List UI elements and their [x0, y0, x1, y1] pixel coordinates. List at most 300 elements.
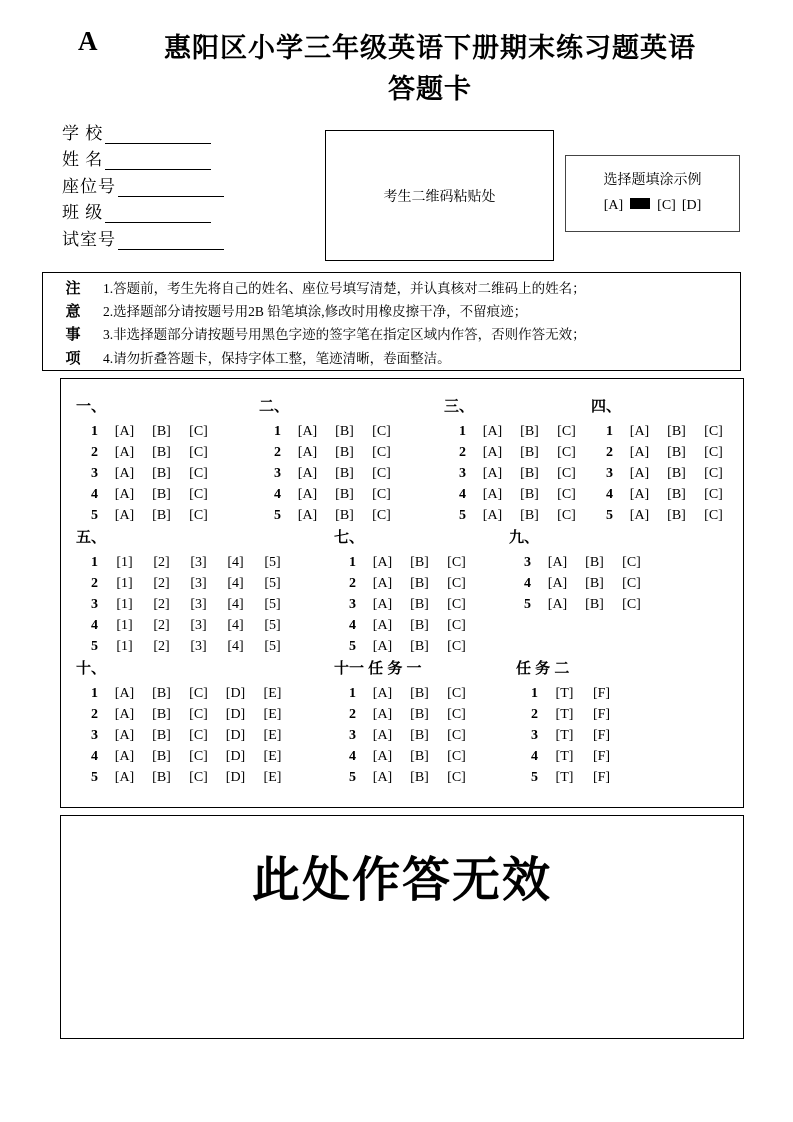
question-row [591, 505, 732, 526]
answer-option[interactable]: [C] [189, 706, 208, 722]
answer-option[interactable]: [B] [152, 706, 171, 722]
answer-option[interactable]: [C] [704, 486, 723, 502]
question-row [76, 746, 291, 767]
question-row [76, 505, 217, 526]
answer-option[interactable]: [5] [264, 617, 281, 633]
question-number: 4 [606, 486, 613, 502]
answer-option[interactable]: [C] [189, 748, 208, 764]
answer-option[interactable]: [B] [410, 748, 429, 764]
question-number: 1 [606, 423, 613, 439]
answer-option[interactable]: [B] [410, 554, 429, 570]
question-number: 1 [531, 685, 538, 701]
answer-option[interactable]: [A] [114, 486, 135, 502]
question-row [259, 484, 400, 505]
answer-option[interactable]: [F] [592, 769, 611, 785]
question-row [76, 704, 291, 725]
answer-option[interactable]: [C] [557, 507, 576, 523]
answer-option[interactable]: [1] [116, 554, 133, 570]
answer-option[interactable]: [B] [585, 554, 604, 570]
question-number: 4 [349, 617, 356, 633]
question-row [76, 767, 291, 788]
field-blank-line[interactable] [118, 232, 224, 250]
example-option: [C] [657, 198, 676, 213]
answer-section [509, 526, 650, 615]
answer-option[interactable]: [A] [629, 465, 650, 481]
answer-section [76, 526, 291, 657]
answer-option[interactable]: [5] [264, 638, 281, 654]
answer-option[interactable]: [A] [297, 507, 318, 523]
question-row [516, 683, 620, 704]
answer-option[interactable]: [1] [116, 596, 133, 612]
section-title: 七、 [334, 529, 365, 546]
answer-option[interactable]: [A] [297, 423, 318, 439]
question-row [591, 421, 732, 442]
question-row [444, 505, 585, 526]
notice-item: 3.非选择题部分请按题号用黑色字迹的签字笔在指定区域内作答，否则作答无效； [103, 327, 586, 343]
answer-option[interactable]: [A] [114, 727, 135, 743]
answer-option[interactable]: [B] [667, 444, 686, 460]
answer-option[interactable]: [C] [372, 444, 391, 460]
question-number: 3 [459, 465, 466, 481]
answer-option[interactable]: [C] [447, 554, 466, 570]
answer-option[interactable]: [3] [190, 554, 207, 570]
answer-option[interactable]: [C] [447, 638, 466, 654]
answer-option[interactable]: [A] [629, 507, 650, 523]
answer-option[interactable]: [4] [227, 575, 244, 591]
notice-side-char: 事 [65, 326, 81, 344]
question-row [334, 746, 475, 767]
question-number: 5 [349, 769, 356, 785]
answer-option[interactable]: [B] [585, 575, 604, 591]
answer-option[interactable]: [B] [410, 727, 429, 743]
answer-band [61, 657, 743, 788]
question-row [509, 552, 650, 573]
question-row [76, 484, 217, 505]
question-number: 1 [274, 423, 281, 439]
answer-option[interactable]: [D] [225, 706, 246, 722]
answer-option[interactable]: [E] [263, 685, 282, 701]
question-row [444, 442, 585, 463]
question-number: 1 [91, 423, 98, 439]
answer-option[interactable]: [E] [263, 769, 282, 785]
question-number: 1 [91, 685, 98, 701]
answer-option[interactable]: [B] [335, 507, 354, 523]
answer-option[interactable]: [B] [585, 596, 604, 612]
answer-option[interactable]: [C] [557, 486, 576, 502]
question-row [76, 636, 291, 657]
answer-option[interactable]: [A] [114, 423, 135, 439]
question-row [259, 442, 400, 463]
question-row [444, 421, 585, 442]
question-row [334, 636, 475, 657]
answer-section [516, 657, 620, 788]
answer-option[interactable]: [B] [152, 769, 171, 785]
question-number: 1 [349, 554, 356, 570]
answer-option[interactable]: [A] [629, 486, 650, 502]
question-number: 1 [91, 554, 98, 570]
question-number: 2 [91, 575, 98, 591]
answer-section [334, 657, 475, 788]
answer-option[interactable]: [B] [520, 465, 539, 481]
answer-option[interactable]: [A] [372, 596, 393, 612]
answer-option[interactable]: [3] [190, 596, 207, 612]
answer-option[interactable]: [A] [482, 465, 503, 481]
answer-option[interactable]: [3] [190, 575, 207, 591]
answer-option[interactable]: [A] [482, 507, 503, 523]
answer-option[interactable]: [3] [190, 617, 207, 633]
notice-item: 1.答题前，考生先将自己的姓名、座位号填写清楚，并认真核对二维码上的姓名； [103, 281, 586, 296]
answer-option[interactable]: [A] [372, 769, 393, 785]
notice-item: 4.请勿折叠答题卡，保持字体工整，笔迹清晰，卷面整洁。 [103, 350, 451, 366]
answer-option[interactable]: [A] [629, 444, 650, 460]
question-number: 2 [274, 444, 281, 460]
answer-option[interactable]: [1] [116, 638, 133, 654]
question-row [76, 552, 291, 573]
answer-option[interactable]: [B] [152, 465, 171, 481]
answer-option[interactable]: [C] [557, 465, 576, 481]
student-info-row [62, 170, 224, 197]
section-title: 二、 [259, 398, 290, 415]
title-line-1: 惠阳区小学三年级英语下册期末练习题英语 [164, 33, 696, 63]
field-blank-line[interactable] [105, 205, 211, 223]
question-number: 3 [349, 727, 356, 743]
answer-option[interactable]: [C] [447, 575, 466, 591]
title-line-2: 答题卡 [388, 74, 472, 104]
answer-option[interactable]: [A] [372, 685, 393, 701]
question-row [76, 573, 291, 594]
answer-option[interactable]: [F] [592, 706, 611, 722]
answer-option[interactable]: [C] [189, 507, 208, 523]
question-number: 2 [349, 706, 356, 722]
answer-option[interactable]: [B] [667, 486, 686, 502]
answer-option[interactable]: [F] [592, 727, 611, 743]
question-row [334, 725, 475, 746]
section-title: 四、 [591, 398, 622, 415]
question-row [76, 594, 291, 615]
answer-option[interactable]: [B] [520, 486, 539, 502]
field-label: 姓 名 [62, 150, 104, 169]
question-number: 4 [459, 486, 466, 502]
question-number: 3 [91, 596, 98, 612]
answer-option[interactable]: [C] [447, 748, 466, 764]
notice-side-char: 注 [65, 280, 81, 297]
field-blank-line[interactable] [118, 179, 224, 197]
question-row [259, 463, 400, 484]
field-blank-line[interactable] [105, 152, 211, 170]
answer-option[interactable]: [B] [410, 596, 429, 612]
answer-option[interactable]: [4] [227, 638, 244, 654]
answer-option[interactable]: [B] [152, 685, 171, 701]
field-label: 班 级 [62, 203, 104, 222]
answer-option[interactable]: [A] [547, 596, 568, 612]
answer-option[interactable]: [A] [297, 465, 318, 481]
question-number: 5 [531, 769, 538, 785]
answer-option[interactable]: [D] [225, 685, 246, 701]
question-row [516, 746, 620, 767]
answer-option[interactable]: [4] [227, 617, 244, 633]
answer-option[interactable]: [A] [114, 706, 135, 722]
answer-option[interactable]: [C] [372, 423, 391, 439]
answer-option[interactable]: [5] [264, 554, 281, 570]
answer-option[interactable]: [A] [372, 617, 393, 633]
answer-option[interactable]: [C] [447, 596, 466, 612]
answer-option[interactable]: [A] [482, 423, 503, 439]
answer-option[interactable]: [T] [555, 727, 574, 743]
page-title [100, 28, 760, 110]
answer-option[interactable]: [B] [410, 617, 429, 633]
question-number: 2 [459, 444, 466, 460]
notice-item: 2.选择题部分请按题号用2B 铅笔填涂,修改时用橡皮擦干净，不留痕迹； [103, 304, 528, 320]
answer-option[interactable]: [A] [629, 423, 650, 439]
answer-option[interactable]: [C] [372, 507, 391, 523]
answer-option[interactable]: [A] [372, 575, 393, 591]
question-number: 4 [91, 617, 98, 633]
notice-box [42, 272, 741, 371]
answer-option[interactable]: [A] [372, 727, 393, 743]
answer-option[interactable]: [E] [263, 748, 282, 764]
section-title: 任 务 二 [516, 660, 570, 677]
question-number: 2 [606, 444, 613, 460]
question-row [334, 683, 475, 704]
student-info [62, 117, 224, 250]
answer-option[interactable]: [T] [555, 748, 574, 764]
answer-option[interactable]: [B] [335, 465, 354, 481]
invalid-area-text: 此处作答无效 [251, 854, 552, 907]
answer-option[interactable]: [B] [410, 638, 429, 654]
answer-option[interactable]: [A] [114, 444, 135, 460]
example-option: [A] [603, 198, 624, 213]
section-title: 五、 [76, 529, 107, 546]
question-number: 3 [91, 465, 98, 481]
question-number: 5 [459, 507, 466, 523]
answer-option[interactable]: [A] [547, 575, 568, 591]
answer-option[interactable]: [4] [227, 596, 244, 612]
answer-option[interactable]: [B] [410, 575, 429, 591]
answer-option[interactable]: [B] [152, 423, 171, 439]
answer-option[interactable]: [T] [555, 769, 574, 785]
answer-option[interactable]: [A] [114, 507, 135, 523]
answer-option[interactable]: [C] [447, 769, 466, 785]
answer-option[interactable]: [1] [116, 575, 133, 591]
answer-option[interactable]: [C] [372, 465, 391, 481]
answer-option[interactable]: [B] [152, 507, 171, 523]
question-number: 5 [524, 596, 531, 612]
question-number: 5 [274, 507, 281, 523]
answer-option[interactable]: [C] [557, 444, 576, 460]
question-number: 3 [606, 465, 613, 481]
answer-option[interactable]: [2] [153, 554, 170, 570]
qr-area-label: 考生二维码粘贴处 [383, 189, 496, 205]
question-number: 3 [274, 465, 281, 481]
section-title: 一、 [76, 398, 107, 415]
question-row [509, 573, 650, 594]
field-blank-line[interactable] [105, 126, 211, 144]
answer-option[interactable]: [2] [153, 638, 170, 654]
answer-option[interactable]: [D] [225, 748, 246, 764]
answer-option[interactable]: [C] [622, 575, 641, 591]
answer-option[interactable]: [B] [335, 423, 354, 439]
answer-option[interactable]: [A] [114, 685, 135, 701]
answer-option[interactable]: [F] [592, 748, 611, 764]
answer-option[interactable]: [1] [116, 617, 133, 633]
question-row [591, 442, 732, 463]
answer-option[interactable]: [B] [335, 444, 354, 460]
answer-option[interactable]: [A] [114, 769, 135, 785]
question-row [259, 505, 400, 526]
answer-option[interactable]: [B] [520, 423, 539, 439]
question-row [259, 421, 400, 442]
notice-side-char: 意 [65, 303, 81, 321]
answer-option[interactable]: [T] [555, 706, 574, 722]
answer-option[interactable]: [C] [557, 423, 576, 439]
question-row [76, 683, 291, 704]
question-row [334, 615, 475, 636]
answer-option[interactable]: [D] [225, 727, 246, 743]
question-number: 3 [524, 554, 531, 570]
question-number: 2 [349, 575, 356, 591]
answer-option[interactable]: [C] [704, 423, 723, 439]
fill-example-title: 选择题填涂示例 [603, 173, 702, 188]
section-title: 九、 [509, 529, 540, 546]
answer-option[interactable]: [E] [263, 706, 282, 722]
answer-option[interactable]: [C] [704, 465, 723, 481]
answer-option[interactable]: [C] [189, 727, 208, 743]
answer-option[interactable]: [C] [189, 769, 208, 785]
answer-option[interactable]: [A] [297, 444, 318, 460]
question-row [76, 442, 217, 463]
answer-section [444, 395, 585, 526]
answer-option[interactable]: [4] [227, 554, 244, 570]
question-number: 4 [91, 748, 98, 764]
question-row [509, 594, 650, 615]
answer-band [61, 395, 743, 526]
answer-option[interactable]: [2] [153, 575, 170, 591]
answer-option[interactable]: [C] [189, 444, 208, 460]
question-row [76, 463, 217, 484]
section-title: 十一 任 务 一 [334, 660, 422, 677]
answer-option[interactable]: [A] [372, 554, 393, 570]
answer-section [591, 395, 732, 526]
question-number: 5 [91, 769, 98, 785]
question-number: 4 [349, 748, 356, 764]
question-row [444, 463, 585, 484]
answer-option[interactable]: [B] [152, 444, 171, 460]
answer-option[interactable]: [2] [153, 596, 170, 612]
answer-option[interactable]: [B] [152, 727, 171, 743]
answer-option[interactable]: [A] [372, 706, 393, 722]
answer-option[interactable]: [C] [704, 507, 723, 523]
answer-option[interactable]: [C] [447, 685, 466, 701]
question-number: 3 [349, 596, 356, 612]
answer-option[interactable]: [C] [189, 423, 208, 439]
question-number: 1 [349, 685, 356, 701]
answer-option[interactable]: [B] [520, 444, 539, 460]
question-number: 5 [349, 638, 356, 654]
answer-option[interactable]: [B] [667, 507, 686, 523]
answer-option[interactable]: [D] [225, 769, 246, 785]
answer-option[interactable]: [B] [152, 486, 171, 502]
answer-option[interactable]: [C] [447, 727, 466, 743]
question-row [76, 421, 217, 442]
answer-option[interactable]: [A] [114, 465, 135, 481]
answer-option[interactable]: [T] [555, 685, 574, 701]
answer-option[interactable]: [A] [114, 748, 135, 764]
field-label: 学 校 [62, 123, 104, 143]
student-info-row [62, 197, 224, 224]
student-info-row [62, 144, 224, 171]
question-number: 5 [91, 507, 98, 523]
answer-option[interactable]: [2] [153, 617, 170, 633]
question-row [334, 573, 475, 594]
answer-option[interactable]: [F] [592, 685, 611, 701]
answer-option[interactable]: [A] [482, 486, 503, 502]
answer-option[interactable]: [B] [667, 423, 686, 439]
answer-section [76, 657, 291, 788]
answer-option[interactable]: [A] [372, 638, 393, 654]
answer-option[interactable]: [B] [152, 748, 171, 764]
question-number: 4 [91, 486, 98, 502]
answer-option[interactable]: [C] [189, 486, 208, 502]
answer-option[interactable]: [C] [704, 444, 723, 460]
answer-option[interactable]: [C] [447, 617, 466, 633]
notice-side-char: 项 [65, 349, 81, 367]
answer-option[interactable]: [5] [264, 596, 281, 612]
answer-option[interactable]: [C] [189, 685, 208, 701]
answer-section [259, 395, 400, 526]
answer-option[interactable]: [B] [520, 507, 539, 523]
answer-option[interactable]: [E] [263, 727, 282, 743]
question-row [334, 704, 475, 725]
question-number: 2 [91, 706, 98, 722]
answer-option[interactable]: [A] [547, 554, 568, 570]
invalid-area [60, 815, 744, 1039]
example-option: [D] [681, 198, 702, 213]
question-number: 2 [91, 444, 98, 460]
answer-option[interactable]: [B] [410, 769, 429, 785]
answer-option[interactable]: [C] [447, 706, 466, 722]
answer-option[interactable]: [A] [482, 444, 503, 460]
answer-option[interactable]: [5] [264, 575, 281, 591]
answer-option[interactable]: [C] [622, 554, 641, 570]
answer-option[interactable]: [B] [410, 685, 429, 701]
answer-option[interactable]: [B] [335, 486, 354, 502]
question-row [516, 767, 620, 788]
student-info-row [62, 117, 224, 144]
question-number: 5 [606, 507, 613, 523]
answer-option[interactable]: [A] [297, 486, 318, 502]
answer-option[interactable]: [C] [372, 486, 391, 502]
question-row [334, 594, 475, 615]
answer-option[interactable]: [B] [667, 465, 686, 481]
question-number: 4 [524, 575, 531, 591]
field-label: 座位号 [62, 176, 116, 196]
question-row [444, 484, 585, 505]
question-number: 3 [531, 727, 538, 743]
question-row [334, 552, 475, 573]
question-row [516, 704, 620, 725]
answer-option[interactable]: [A] [372, 748, 393, 764]
answer-option[interactable]: [C] [189, 465, 208, 481]
question-number: 1 [459, 423, 466, 439]
question-row [76, 725, 291, 746]
notice-side-label [43, 273, 103, 370]
version-label: A [78, 26, 98, 56]
field-label: 试室号 [62, 229, 116, 249]
answer-option[interactable]: [B] [410, 706, 429, 722]
section-title: 十、 [76, 660, 107, 677]
answer-option[interactable]: [3] [190, 638, 207, 654]
answer-option[interactable]: [C] [622, 596, 641, 612]
